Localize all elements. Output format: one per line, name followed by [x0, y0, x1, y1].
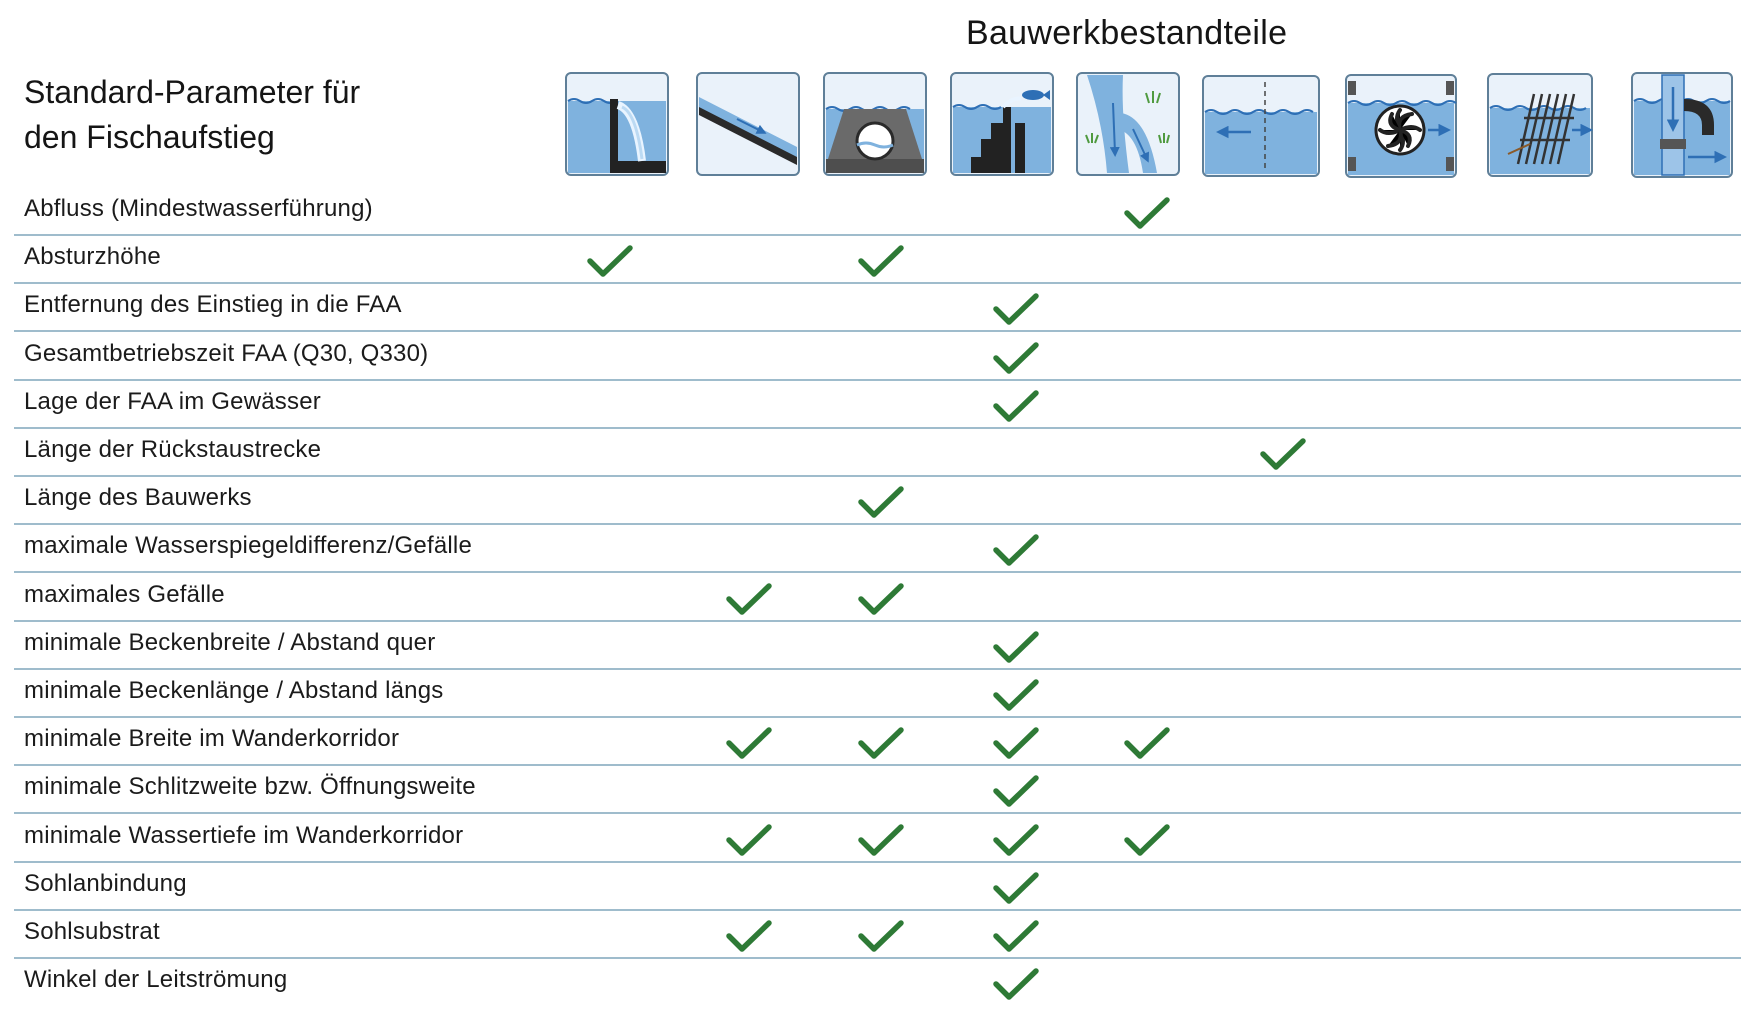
check-mark-icon	[857, 485, 905, 521]
check-mark-icon	[857, 726, 905, 762]
parameter-label: minimale Schlitzweite bzw. Öffnungsweite	[24, 773, 476, 801]
parameter-label: maximale Wasserspiegeldifferenz/Gefälle	[24, 532, 472, 560]
row-divider	[14, 716, 1741, 718]
check-mark-icon	[857, 582, 905, 618]
check-mark-icon	[725, 823, 773, 859]
check-mark-icon	[992, 919, 1040, 955]
parameter-label: Entfernung des Einstieg in die FAA	[24, 291, 402, 319]
parameter-label: minimale Beckenlänge / Abstand längs	[24, 677, 444, 704]
page-title-line-1: Standard-Parameter für	[24, 74, 361, 110]
check-mark-icon	[857, 823, 905, 859]
check-mark-icon	[857, 919, 905, 955]
row-divider	[14, 571, 1741, 573]
parameter-label: minimale Wassertiefe im Wanderkorridor	[24, 821, 464, 849]
check-mark-icon	[725, 919, 773, 955]
parameter-label: Länge der Rückstaustrecke	[24, 436, 322, 463]
check-mark-icon	[992, 774, 1040, 810]
check-mark-icon	[586, 244, 634, 280]
parameter-label: Sohlsubstrat	[24, 918, 160, 945]
row-divider	[14, 427, 1741, 429]
parameter-label: Abfluss (Mindestwasserführung)	[24, 195, 373, 222]
row-divider	[14, 523, 1741, 525]
check-mark-icon	[992, 823, 1040, 859]
row-divider	[14, 379, 1741, 381]
page-title-line-2: den Fischaufstieg	[24, 119, 275, 155]
parameter-label: Lage der FAA im Gewässer	[24, 387, 321, 415]
parameter-label: Absturzhöhe	[24, 243, 161, 271]
parameter-label: Sohlanbindung	[24, 869, 187, 897]
check-mark-icon	[1259, 437, 1307, 473]
check-mark-icon	[992, 341, 1040, 377]
check-mark-icon	[992, 533, 1040, 569]
parameter-label: Gesamtbetriebszeit FAA (Q30, Q330)	[24, 339, 429, 367]
row-divider	[14, 957, 1741, 959]
check-mark-icon	[1123, 823, 1171, 859]
row-divider	[14, 861, 1741, 863]
row-divider	[14, 330, 1741, 332]
check-mark-icon	[1123, 196, 1171, 232]
check-mark-icon	[992, 389, 1040, 425]
check-mark-icon	[992, 871, 1040, 907]
row-divider	[14, 234, 1741, 236]
row-divider	[14, 909, 1741, 911]
parameter-label: minimale Breite im Wanderkorridor	[24, 725, 400, 753]
check-mark-icon	[992, 292, 1040, 328]
check-mark-icon	[857, 244, 905, 280]
parameter-label: maximales Gefälle	[24, 580, 225, 608]
check-mark-icon	[992, 967, 1040, 1003]
row-divider	[14, 668, 1741, 670]
check-mark-icon	[992, 678, 1040, 714]
row-divider	[14, 475, 1741, 477]
parameter-label: Winkel der Leitströmung	[24, 966, 288, 994]
check-mark-icon	[725, 726, 773, 762]
parameter-label: Länge des Bauwerks	[24, 484, 252, 512]
row-divider	[14, 812, 1741, 814]
row-divider	[14, 764, 1741, 766]
check-mark-icon	[992, 630, 1040, 666]
check-mark-icon	[725, 582, 773, 618]
parameter-label: minimale Beckenbreite / Abstand quer	[24, 628, 436, 656]
check-mark-icon	[992, 726, 1040, 762]
row-divider	[14, 282, 1741, 284]
column-group-title: Bauwerkbestandteile	[966, 14, 1288, 52]
check-mark-icon	[1123, 726, 1171, 762]
row-divider	[14, 620, 1741, 622]
